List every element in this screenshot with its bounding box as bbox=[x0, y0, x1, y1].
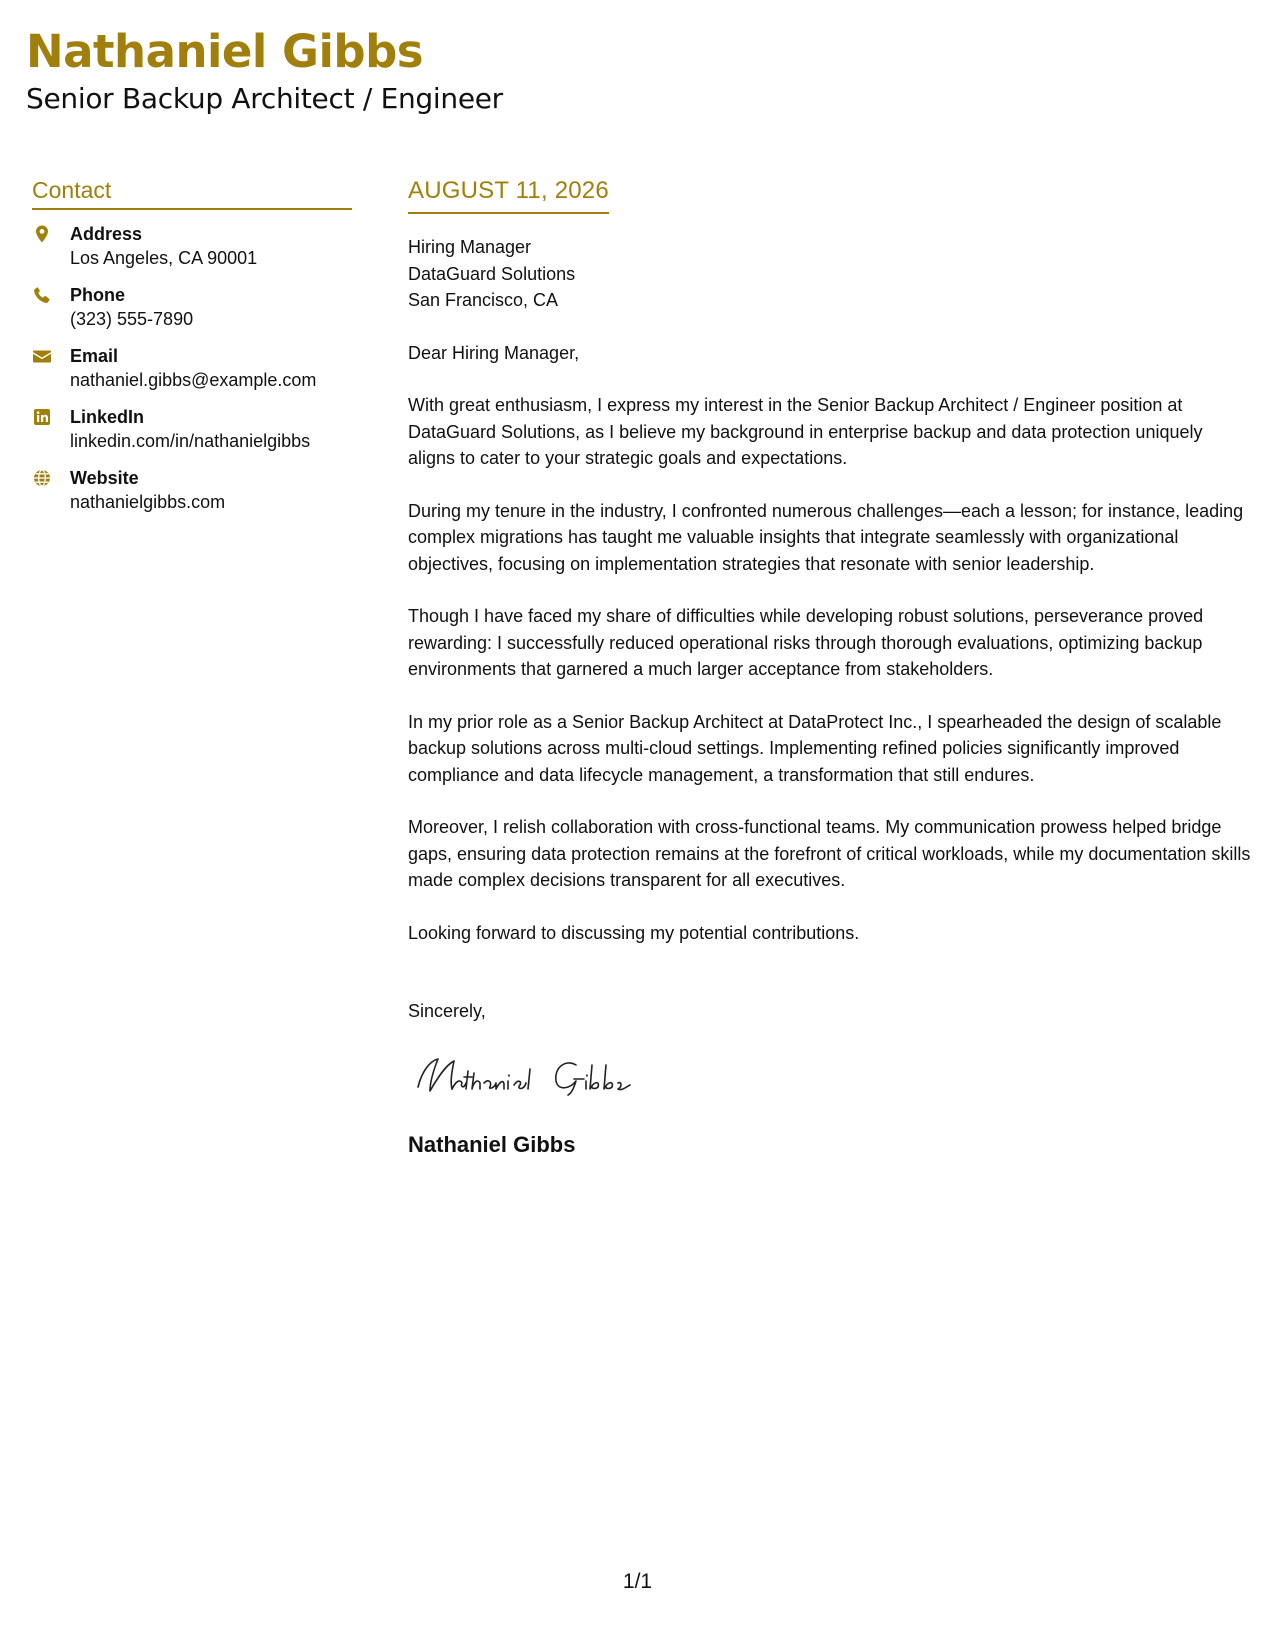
recipient-line: San Francisco, CA bbox=[408, 290, 559, 310]
contact-item-email bbox=[32, 344, 352, 393]
letter-paragraph: With great enthusiasm, I express my interest in the Senior Backup Architect / Engineer position at DataGuard Solutions, as I believe my background in enterprise backup and data protection uniquely aligns to cater to your strategic goals and expectations. bbox=[408, 395, 1203, 468]
contact-heading: Contact bbox=[32, 176, 352, 210]
recipient-block bbox=[408, 234, 1253, 314]
contact-item-phone bbox=[32, 283, 352, 332]
signer-name: Nathaniel Gibbs bbox=[408, 1131, 576, 1157]
contact-item-website bbox=[32, 466, 352, 515]
letter-paragraph: Moreover, I relish collaboration with cross-functional teams. My communication prowess helped bridge gaps, ensuring data protection remains at the forefront of critical workloads, while my documentation skills made complex decisions transparent for all executives. bbox=[408, 817, 1251, 890]
contact-label-website: Website bbox=[70, 468, 139, 488]
contact-item-linkedin bbox=[32, 405, 352, 454]
letter-body bbox=[408, 176, 1253, 1159]
letter-paragraph: In my prior role as a Senior Backup Architect at DataProtect Inc., I spearheaded the design of scalable backup solutions across multi-cloud settings. Implementing refined policies significantly improved compliance and data lifecycle management, a transformation that still endures. bbox=[408, 711, 1222, 785]
phone-icon bbox=[32, 283, 70, 305]
globe-icon bbox=[32, 466, 70, 488]
letter-date: AUGUST 11, 2026 bbox=[408, 176, 609, 214]
document-header bbox=[26, 22, 503, 116]
letter-paragraph: Though I have faced my share of difficulties while developing robust solutions, perseverance proved rewarding: I successfully reduced operational risks through thorough evaluations, optimizing backup environments that garnered a much larger acceptance from stakeholders. bbox=[408, 606, 1204, 679]
contact-value-address: Los Angeles, CA 90001 bbox=[70, 248, 258, 268]
letter-paragraph: Looking forward to discussing my potential contributions. bbox=[408, 922, 860, 943]
contact-item-address bbox=[32, 222, 352, 271]
contact-value-website: nathanielgibbs.com bbox=[70, 492, 226, 512]
page-number: 1/1 bbox=[622, 1570, 653, 1593]
letter-paragraph: During my tenure in the industry, I confronted numerous challenges—each a lesson; for instance, leading complex migrations has taught me valuable insights that integrate seamlessly with organizational objectives, focusing on implementation strategies that resonate with senior leadership. bbox=[408, 500, 1244, 574]
contact-sidebar bbox=[32, 176, 352, 527]
applicant-title: Senior Backup Architect / Engineer bbox=[26, 82, 503, 115]
contact-label-phone: Phone bbox=[70, 285, 126, 305]
salutation: Dear Hiring Manager, bbox=[408, 342, 580, 363]
closing: Sincerely, bbox=[408, 1001, 486, 1021]
contact-label-email: Email bbox=[70, 346, 119, 366]
contact-value-email: nathaniel.gibbs@example.com bbox=[70, 370, 317, 390]
map-pin-icon bbox=[32, 222, 70, 244]
contact-value-linkedin: linkedin.com/in/nathanielgibbs bbox=[70, 431, 311, 451]
recipient-line: DataGuard Solutions bbox=[408, 263, 576, 284]
contact-list bbox=[32, 222, 352, 515]
envelope-icon bbox=[32, 344, 70, 366]
contact-label-linkedin: LinkedIn bbox=[70, 407, 145, 427]
recipient-line: Hiring Manager bbox=[408, 237, 532, 257]
contact-value-phone: (323) 555-7890 bbox=[70, 309, 194, 329]
handwritten-signature bbox=[408, 1051, 1253, 1111]
linkedin-icon bbox=[32, 405, 70, 427]
applicant-name: Nathaniel Gibbs bbox=[26, 25, 424, 78]
contact-label-address: Address bbox=[70, 224, 143, 244]
